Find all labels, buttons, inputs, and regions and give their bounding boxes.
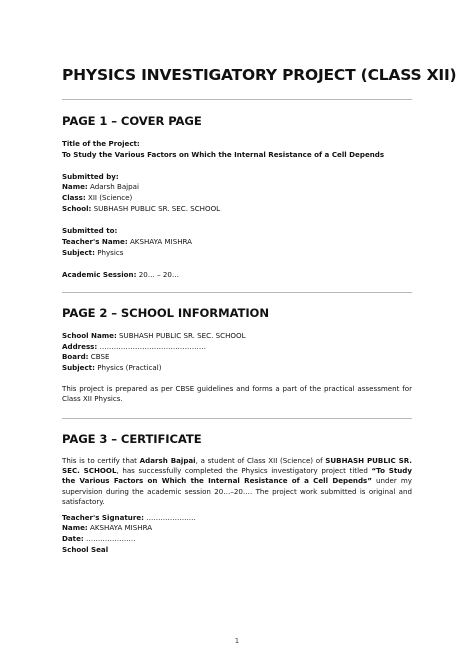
student-name: Adarsh Bajpai	[139, 456, 196, 465]
subject-line	[62, 363, 162, 372]
project-title-label: Title of the Project:	[62, 139, 140, 148]
student-school-line	[62, 204, 220, 213]
document-title: PHYSICS INVESTIGATORY PROJECT (CLASS XII)	[62, 66, 457, 84]
field-value: AKSHAYA MISHRA	[90, 523, 153, 532]
subject-line	[62, 248, 123, 257]
field-value: ………………………………………	[99, 342, 206, 351]
divider	[62, 99, 412, 100]
certificate-paragraph	[62, 456, 412, 507]
field-value: …………………	[85, 534, 136, 543]
address-line	[62, 342, 206, 351]
field-label: Name:	[62, 523, 88, 532]
section-heading-school-info: PAGE 2 – SCHOOL INFORMATION	[62, 306, 269, 320]
field-label: School:	[62, 204, 92, 213]
paragraph-text: , a student of Class XII (Science) of	[195, 456, 326, 465]
field-value: Physics (Practical)	[97, 363, 162, 372]
field-value: 20… – 20…	[138, 270, 180, 279]
field-label: Academic Session:	[62, 270, 137, 279]
section-heading-cover: PAGE 1 – COVER PAGE	[62, 114, 202, 128]
field-label: Date:	[62, 534, 84, 543]
student-name-line	[62, 182, 139, 191]
page-number: 1	[234, 637, 240, 645]
paragraph-text: This is to certify that	[62, 456, 140, 465]
field-value: Physics	[97, 248, 124, 257]
field-value: …………………	[146, 513, 196, 522]
submitted-to-label: Submitted to:	[62, 226, 118, 235]
field-label: Name:	[62, 182, 88, 191]
project-title: “To Study the Various Factors on Which the Internal Resistance of a Cell Depends”	[62, 466, 412, 486]
divider	[62, 418, 412, 419]
school-seal-label: School Seal	[62, 545, 109, 554]
teacher-name-line	[62, 237, 192, 246]
field-value: CBSE	[90, 352, 110, 361]
paragraph-text: under my supervision during the academic session 20…–20…. The project work submitted is original and satisfactory.	[62, 476, 412, 506]
field-label: Board:	[62, 352, 89, 361]
field-value: XII (Science)	[87, 193, 133, 202]
field-value: SUBHASH PUBLIC SR. SEC. SCHOOL	[93, 204, 221, 213]
submitted-by-label: Submitted by:	[62, 172, 119, 181]
teacher-signature-line	[62, 513, 196, 522]
school-info-paragraph: This project is prepared as per CBSE guidelines and forms a part of the practical assessment for Class XII Physics.	[62, 384, 412, 404]
field-label: Subject:	[62, 363, 95, 372]
field-value: AKSHAYA MISHRA	[129, 237, 193, 246]
school-name-line	[62, 331, 246, 340]
section-heading-certificate: PAGE 3 – CERTIFICATE	[62, 432, 202, 446]
school-name: SUBHASH PUBLIC SR. SEC. SCHOOL	[62, 456, 412, 476]
field-label: Class:	[62, 193, 86, 202]
field-label: Teacher's Name:	[62, 237, 128, 246]
field-label: Address:	[62, 342, 98, 351]
field-value: SUBHASH PUBLIC SR. SEC. SCHOOL	[119, 331, 246, 340]
certificate-date-line	[62, 534, 136, 543]
field-label: School Name:	[62, 331, 117, 340]
certificate-name-line	[62, 523, 152, 532]
board-line	[62, 352, 109, 361]
field-label: Teacher's Signature:	[62, 513, 144, 522]
student-class-line	[62, 193, 132, 202]
field-label: Subject:	[62, 248, 95, 257]
paragraph-text: , has successfully completed the Physics investigatory project titled	[116, 466, 372, 476]
field-value: Adarsh Bajpai	[90, 182, 139, 191]
document-page	[62, 0, 457, 669]
project-title-value: To Study the Various Factors on Which the Internal Resistance of a Cell Depends	[62, 150, 385, 159]
divider	[62, 292, 412, 293]
academic-session-line	[62, 270, 179, 279]
